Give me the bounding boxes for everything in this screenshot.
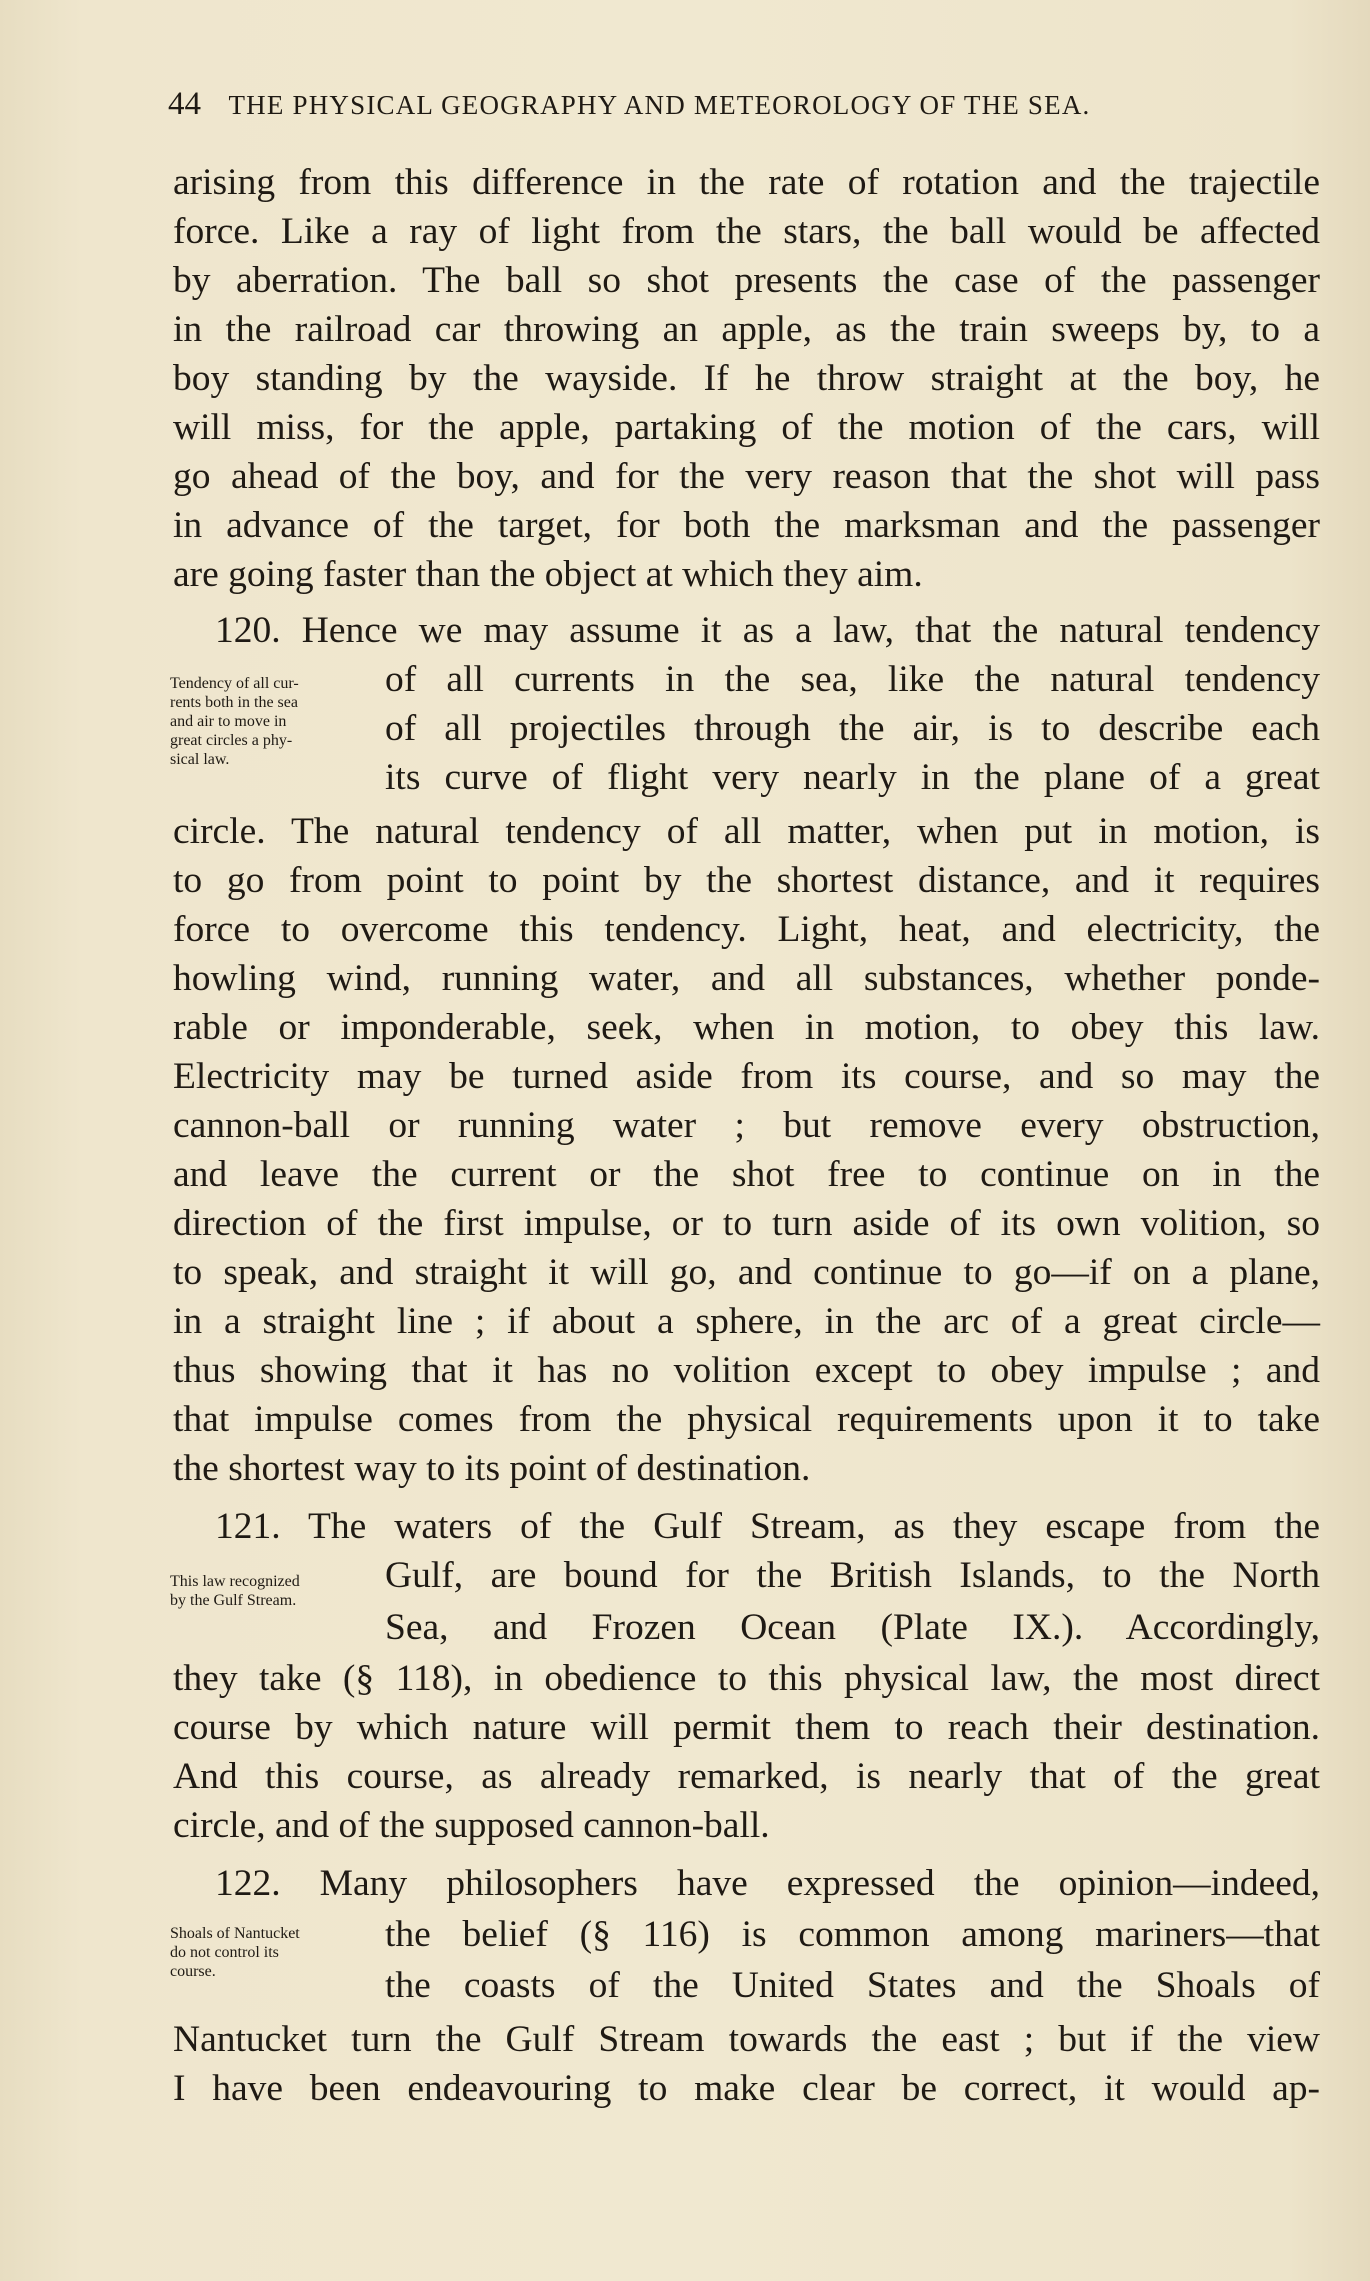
sidenote-line: do not control its [170, 1944, 279, 1961]
sidenote-line: Tendency of all cur- [170, 675, 299, 692]
page-number: 44 [168, 86, 201, 122]
sidenote-nantucket-shoals [170, 1924, 375, 1981]
text-line: I have been endeavouring to make clear be correct, it would ap- [173, 2068, 1320, 2109]
text-line: its curve of flight very nearly in the plane of a great [385, 757, 1320, 798]
text-line: the coasts of the United States and the Shoals of [385, 1965, 1320, 2006]
text-line: boy standing by the wayside. If he throw straight at the boy, he [173, 358, 1320, 399]
sidenote-line: Shoals of Nantucket [170, 1925, 300, 1942]
sidenote-line: course. [170, 1963, 216, 1980]
text-line: that impulse comes from the physical requirements upon it to take [173, 1399, 1320, 1440]
text-line: they take (§ 118), in obedience to this physical law, the most direct [173, 1658, 1320, 1699]
text-line: arising from this difference in the rate of rotation and the trajectile [173, 162, 1320, 203]
text-line: direction of the first impulse, or to turn aside of its own volition, so [173, 1203, 1320, 1244]
text-line: in a straight line ; if about a sphere, in the arc of a great circle— [173, 1301, 1320, 1342]
text-line: in the railroad car throwing an apple, as the train sweeps by, to a [173, 309, 1320, 350]
text-line: course by which nature will permit them to reach their destination. [173, 1707, 1320, 1748]
text-line: go ahead of the boy, and for the very reason that the shot will pass [173, 456, 1320, 497]
text-line: force to overcome this tendency. Light, heat, and electricity, the [173, 909, 1320, 950]
running-title: THE PHYSICAL GEOGRAPHY AND METEOROLOGY OF THE SEA. [228, 90, 1091, 120]
text-line: thus showing that it has no volition except to obey impulse ; and [173, 1350, 1320, 1391]
paragraph-120-start: 120. Hence we may assume it as a law, that the natural tendency [215, 610, 1320, 651]
text-line: of all currents in the sea, like the natural tendency [385, 659, 1320, 700]
text-line: in advance of the target, for both the marksman and the passenger [173, 505, 1320, 546]
text-line: are going faster than the object at which they aim. [173, 554, 923, 595]
text-line: Electricity may be turned aside from its course, and so may the [173, 1056, 1320, 1097]
sidenote-line: rents both in the sea [170, 694, 298, 711]
text-line: circle, and of the supposed cannon-ball. [173, 1805, 770, 1846]
sidenote-great-circle-law [170, 674, 375, 769]
running-header [168, 86, 1248, 123]
paragraph-121-start: 121. The waters of the Gulf Stream, as they escape from the [215, 1506, 1320, 1547]
paragraph-122-start: 122. Many philosophers have expressed the opinion—indeed, [215, 1863, 1320, 1904]
text-line: and leave the current or the shot free to continue on in the [173, 1154, 1320, 1195]
text-line: of all projectiles through the air, is to describe each [385, 708, 1320, 749]
sidenote-line: great circles a phy- [170, 732, 293, 749]
text-line: to go from point to point by the shortest distance, and it requires [173, 860, 1320, 901]
text-line: Sea, and Frozen Ocean (Plate IX.). Accordingly, [385, 1607, 1320, 1648]
text-line: rable or imponderable, seek, when in motion, to obey this law. [173, 1007, 1320, 1048]
text-line: And this course, as already remarked, is nearly that of the great [173, 1756, 1320, 1797]
text-line: circle. The natural tendency of all matter, when put in motion, is [173, 811, 1320, 852]
sidenote-line: and air to move in [170, 713, 287, 730]
text-line: force. Like a ray of light from the stars, the ball would be affected [173, 211, 1320, 252]
sidenote-gulf-stream [170, 1572, 375, 1610]
sidenote-line: This law recognized [170, 1573, 300, 1590]
text-line: Nantucket turn the Gulf Stream towards the east ; but if the view [173, 2019, 1320, 2060]
text-line: to speak, and straight it will go, and continue to go—if on a plane, [173, 1252, 1320, 1293]
text-line: howling wind, running water, and all substances, whether ponde- [173, 958, 1320, 999]
sidenote-line: sical law. [170, 751, 230, 768]
text-line: cannon-ball or running water ; but remove every obstruction, [173, 1105, 1320, 1146]
text-line: the belief (§ 116) is common among mariners—that [385, 1914, 1320, 1955]
text-line: by aberration. The ball so shot presents the case of the passenger [173, 260, 1320, 301]
sidenote-line: by the Gulf Stream. [170, 1592, 297, 1609]
text-line: the shortest way to its point of destination. [173, 1448, 811, 1489]
text-line: will miss, for the apple, partaking of the motion of the cars, will [173, 407, 1320, 448]
text-line: Gulf, are bound for the British Islands, to the North [385, 1555, 1320, 1596]
